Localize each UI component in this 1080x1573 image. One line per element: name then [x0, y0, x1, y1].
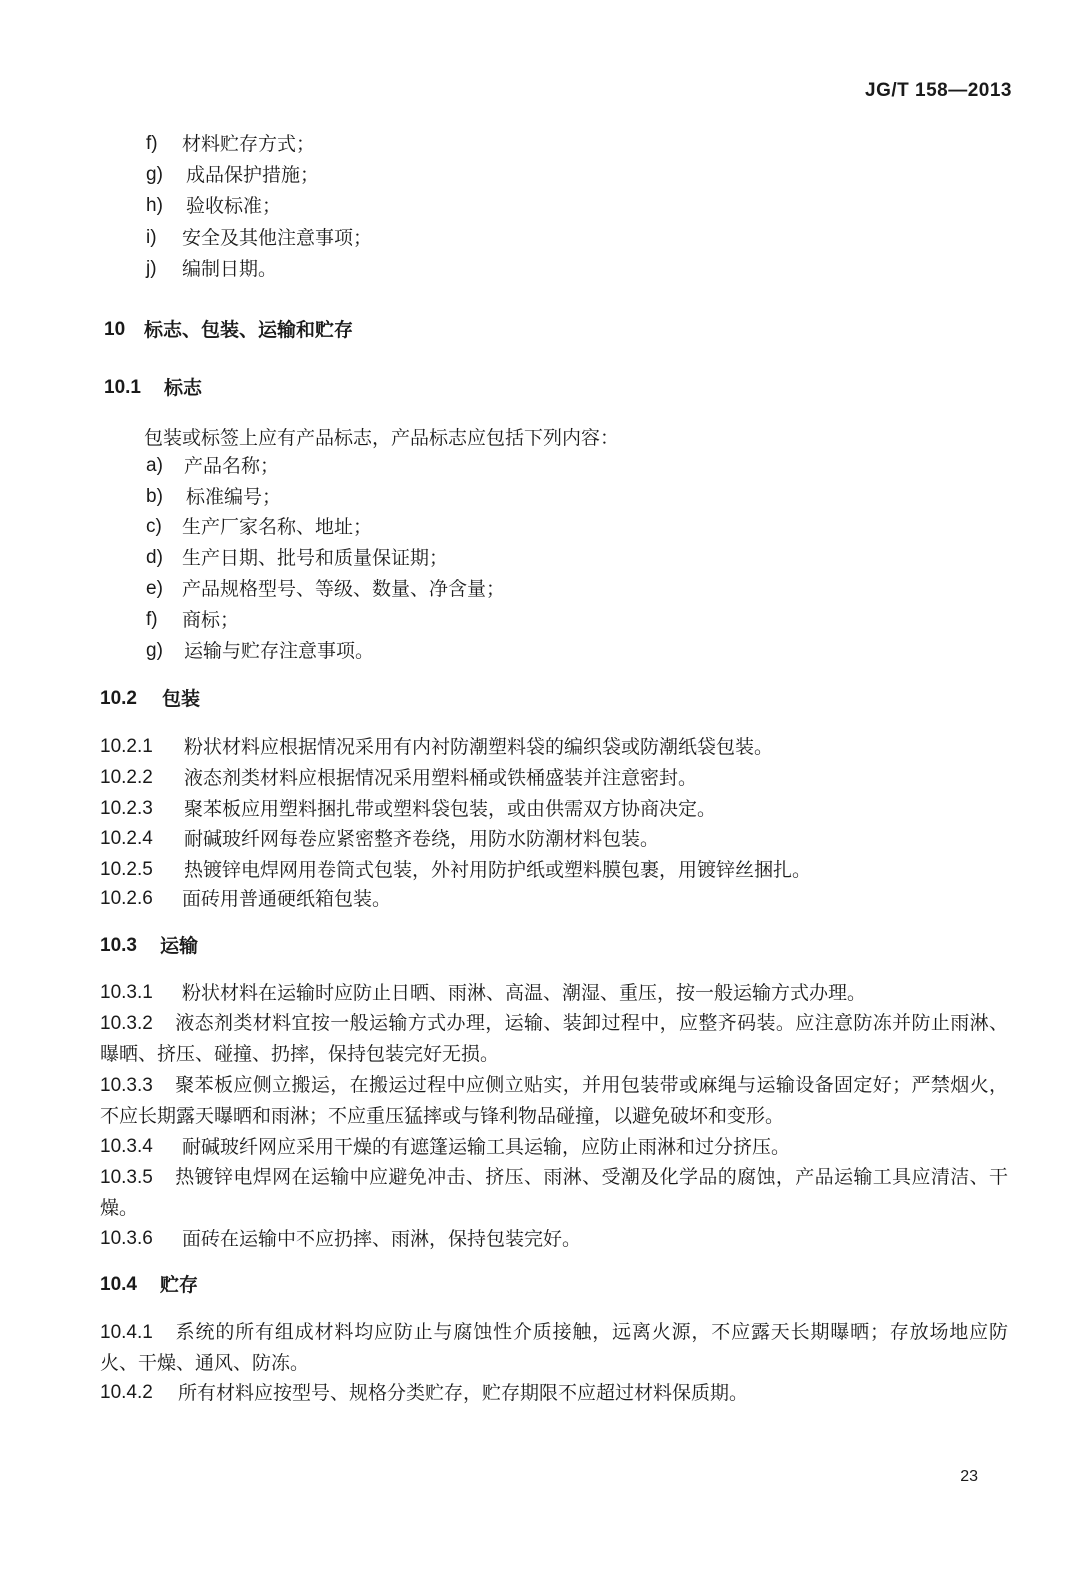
clause-number: 10.4.1	[100, 1322, 153, 1343]
list-item-text: 产品名称；	[184, 455, 280, 477]
clause-number: 10.3.2	[100, 1013, 153, 1034]
subsection-number: 10.4	[100, 1274, 137, 1295]
clause-text: 系统的所有组成材料均应防止与腐蚀性介质接触，远离火源，不应露天长期曝晒；存放场地应防火、干燥、通风、防冻。	[100, 1321, 1008, 1374]
clause-text: 粉状材料应根据情况采用有内衬防潮塑料袋的编织袋或防潮纸袋包装。	[184, 736, 774, 758]
clause-number: 10.2.2	[100, 767, 153, 788]
clause-number: 10.2.5	[100, 859, 153, 880]
list-item-label: j)	[146, 258, 157, 279]
list-item-label: a)	[146, 455, 163, 476]
section-title: 标志、包装、运输和贮存	[144, 319, 354, 341]
list-item-text: 验收标准；	[186, 195, 282, 217]
subsection-title: 运输	[160, 935, 199, 957]
clause-text: 面砖在运输中不应扔摔、雨淋，保持包装完好。	[182, 1228, 582, 1250]
clause-number: 10.2.3	[100, 798, 153, 819]
clause-text: 面砖用普通硬纸箱包装。	[182, 888, 392, 910]
clause-number: 10.3.4	[100, 1136, 153, 1157]
clause	[100, 1317, 1008, 1378]
list-item-text: 生产厂家名称、地址；	[182, 516, 373, 538]
list-item-text: 标准编号；	[186, 486, 282, 508]
clause-text: 热镀锌电焊网在运输中应避免冲击、挤压、雨淋、受潮及化学品的腐蚀，产品运输工具应清洁、干燥。	[100, 1166, 1008, 1219]
clause-number: 10.3.1	[100, 982, 153, 1003]
clause-number: 10.2.6	[100, 888, 153, 909]
list-item-text: 商标；	[182, 609, 240, 631]
clause-text: 耐碱玻纤网每卷应紧密整齐卷绕，用防水防潮材料包装。	[184, 828, 660, 850]
list-item-text: 生产日期、批号和质量保证期；	[182, 547, 449, 569]
list-item-label: b)	[146, 486, 163, 507]
clause-text: 液态剂类材料应根据情况采用塑料桶或铁桶盛装并注意密封。	[184, 767, 698, 789]
subsection-number: 10.2	[100, 688, 137, 709]
subsection-title: 贮存	[160, 1274, 199, 1296]
clause-number: 10.4.2	[100, 1382, 153, 1403]
list-item-label: e)	[146, 578, 163, 599]
clause-number: 10.3.5	[100, 1167, 153, 1188]
list-item-text: 运输与贮存注意事项。	[184, 640, 375, 662]
list-item-label: f)	[146, 609, 158, 630]
list-item-label: f)	[146, 133, 158, 154]
page-header-code: JG/T 158—2013	[865, 80, 1012, 101]
clause-text: 所有材料应按型号、规格分类贮存，贮存期限不应超过材料保质期。	[178, 1382, 749, 1404]
list-item-label: d)	[146, 547, 163, 568]
clause-text: 聚苯板应侧立搬运，在搬运过程中应侧立贴实，并用包装带或麻绳与运输设备固定好；严禁烟火，不应长期露天曝晒和雨淋；不应重压猛摔或与锋利物品碰撞，以避免破坏和变形。	[100, 1074, 1008, 1127]
list-item-text: 产品规格型号、等级、数量、净含量；	[182, 578, 506, 600]
list-item-label: g)	[146, 640, 163, 661]
list-item-label: g)	[146, 164, 163, 185]
subsection-title: 包装	[162, 688, 201, 710]
clause-text: 热镀锌电焊网用卷筒式包装，外衬用防护纸或塑料膜包裹，用镀锌丝捆扎。	[184, 859, 812, 881]
clause-text: 粉状材料在运输时应防止日晒、雨淋、高温、潮湿、重压，按一般运输方式办理。	[182, 982, 867, 1004]
list-item-text: 安全及其他注意事项；	[182, 227, 373, 249]
subsection-number: 10.3	[100, 935, 137, 956]
list-item-text: 材料贮存方式；	[182, 133, 316, 155]
clause	[100, 1070, 1008, 1131]
list-item-label: h)	[146, 195, 163, 216]
list-item-label: i)	[146, 227, 157, 248]
clause-text: 聚苯板应用塑料捆扎带或塑料袋包装，或由供需双方协商决定。	[184, 798, 717, 820]
list-item-label: c)	[146, 516, 162, 537]
list-item-text: 成品保护措施；	[186, 164, 320, 186]
clause-number: 10.2.1	[100, 736, 153, 757]
clause-text: 液态剂类材料宜按一般运输方式办理，运输、装卸过程中，应整齐码装。应注意防冻并防止雨淋、曝晒、挤压、碰撞、扔摔，保持包装完好无损。	[100, 1012, 1008, 1065]
clause-text: 耐碱玻纤网应采用干燥的有遮篷运输工具运输，应防止雨淋和过分挤压。	[182, 1136, 791, 1158]
page-number: 23	[960, 1468, 978, 1485]
clause-number: 10.3.6	[100, 1228, 153, 1249]
section-number: 10	[104, 319, 126, 340]
paragraph-text: 包装或标签上应有产品标志，产品标志应包括下列内容：	[144, 427, 620, 449]
subsection-number: 10.1	[104, 377, 141, 398]
clause	[100, 1162, 1008, 1223]
clause-number: 10.2.4	[100, 828, 153, 849]
subsection-title: 标志	[164, 377, 203, 399]
list-item-text: 编制日期。	[182, 258, 278, 280]
clause	[100, 1008, 1008, 1069]
clause-number: 10.3.3	[100, 1075, 153, 1096]
